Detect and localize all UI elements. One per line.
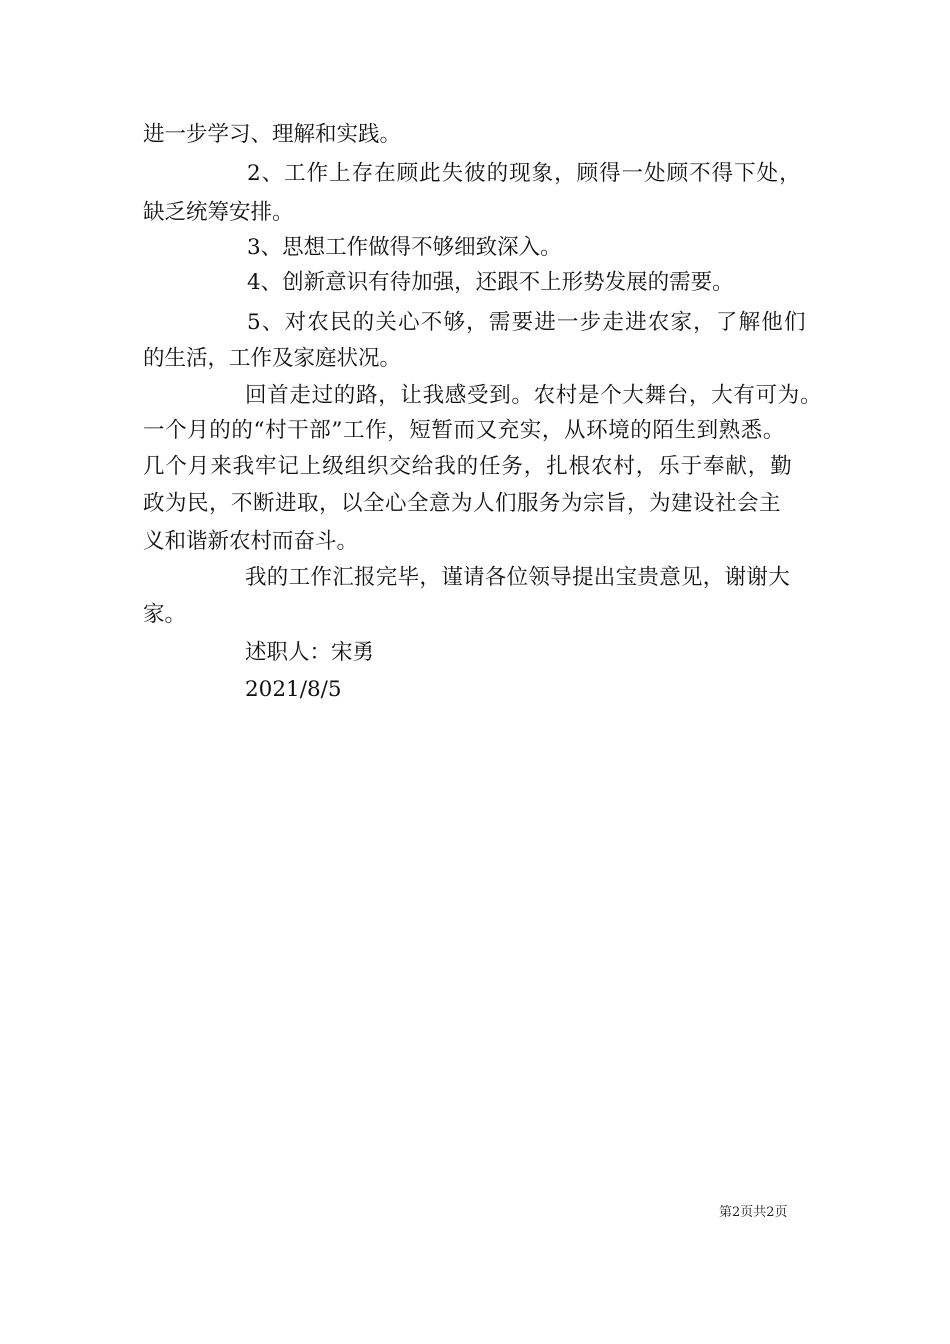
signature-line: 述职人：宋勇 [245, 640, 375, 665]
text-line: 3、思想工作做得不够细致深入。 [247, 235, 562, 260]
text-line: 进一步学习、理解和实践。 [143, 122, 402, 147]
text-line: 缺乏统筹安排。 [143, 200, 294, 225]
text-line: 一个月的的“村干部”工作，短暂而又充实，从环境的陌生到熟悉。 [143, 418, 785, 443]
text-line: 2、工作上存在顾此失彼的现象，顾得一处顾不得下处， [247, 161, 802, 186]
date-line: 2021/8/5 [245, 677, 342, 702]
text-line: 的生活，工作及家庭状况。 [143, 346, 402, 371]
text-line: 政为民，不断进取，以全心全意为人们服务为宗旨，为建设社会主 [143, 491, 782, 516]
text-line: 4、创新意识有待加强，还跟不上形势发展的需要。 [247, 270, 734, 295]
text-line: 义和谐新农村而奋斗。 [143, 529, 359, 554]
text-line: 家。 [143, 602, 187, 627]
page-number-footer: 第2页共2页 [719, 1205, 788, 1220]
text-line: 我的工作汇报完毕，谨请各位领导提出宝贵意见，谢谢大 [245, 565, 791, 590]
text-line: 回首走过的路，让我感受到。农村是个大舞台，大有可为。 [245, 383, 823, 408]
text-line: 几个月来我牢记上级组织交给我的任务，扎根农村，乐于奉献，勤 [143, 454, 793, 479]
text-line: 5、对农民的关心不够，需要进一步走进农家，了解他们 [247, 310, 807, 335]
